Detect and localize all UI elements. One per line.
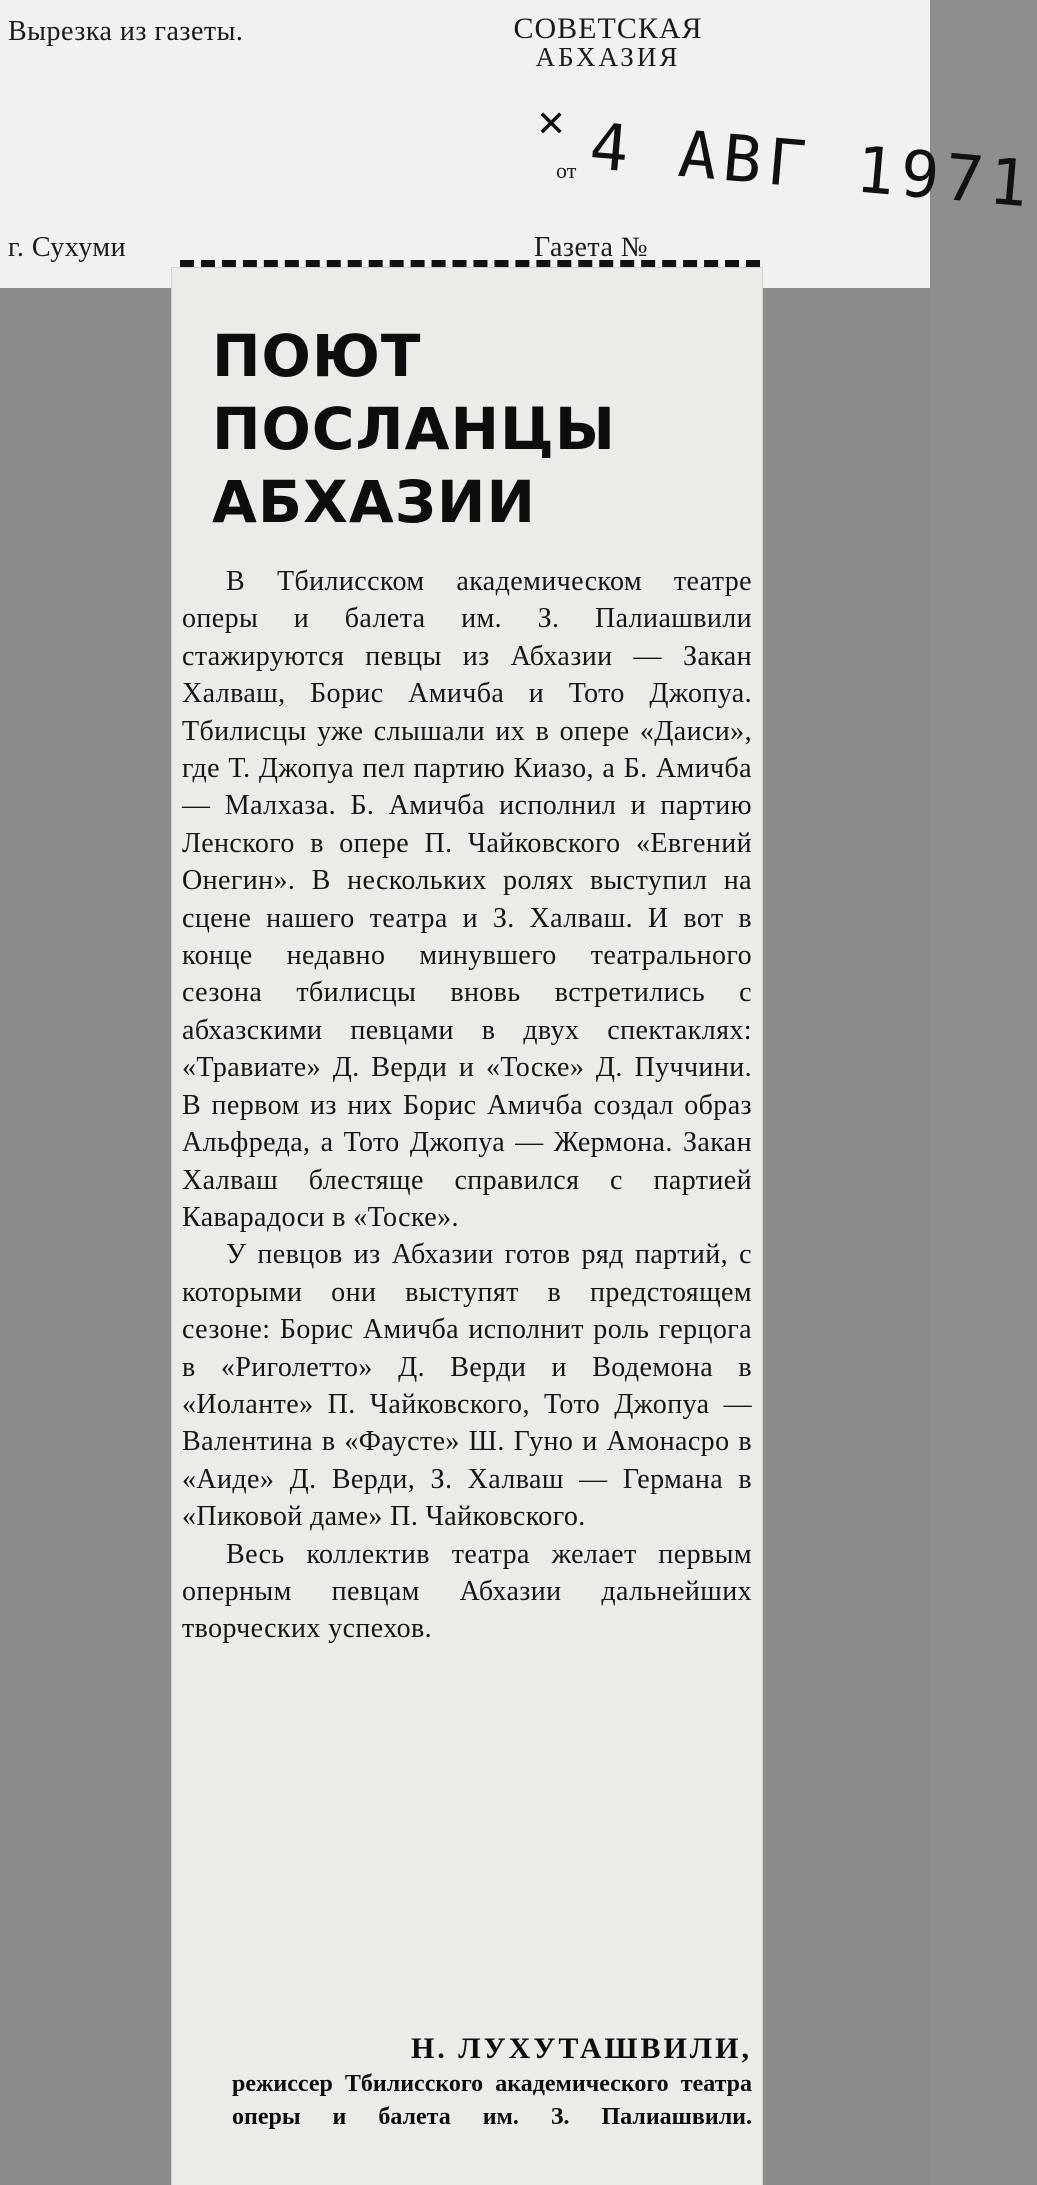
article-paragraph: У певцов из Абхазии готов ряд партий, с которыми они выступят в предстоящем сезоне: Борис Амичба исполнит роль герцога в «Риголетто» Д. Верди и Водемона в «Иоланте» П. Чайковского, Тото Джопуа — Валентина в «Фаусте» Ш. Гуно и Амонасро в «Аиде» Д. Верди, З. Халваш — Германа в «Пиковой даме» П. Чайковского. <box>182 1239 752 1533</box>
headline-line: ПОЮТ <box>212 322 422 390</box>
article-headline <box>212 320 616 539</box>
article-paragraph: Весь коллектив театра желает первым оперным певцам Абхазии дальнейших творческих успехов. <box>182 1538 752 1645</box>
issue-label: Газета № <box>534 232 649 263</box>
newspaper-name <box>488 14 728 71</box>
article-body <box>182 563 752 1648</box>
article-signature <box>182 2030 752 2134</box>
newspaper-name-line1: СОВЕТСКАЯ <box>513 12 703 45</box>
clipping-label: Вырезка из газеты. <box>8 16 244 47</box>
date-prefix: от <box>556 158 577 183</box>
headline-line: АБХАЗИИ <box>212 468 536 536</box>
article-paragraph: В Тбилисском академическом театре оперы и балета им. З. Палиашвили стажируются певцы из Абхазии — Закан Халваш, Борис Амичба и Тото Джопуа. Тбилисцы уже слышали их в опере «Даиси», где Т. Джопуа пел партию Киазо, а Б. Амичба — Малхаза. Б. Амичба исполнил и партию Ленского в опере П. Чайковского «Евгений Онегин». В нескольких ролях выступил на сцене нашего театра и З. Халваш. И вот в конце недавно минувшего театрального сезона тбилисцы вновь встретились с абхазскими певцами в двух спектаклях: «Травиате» Д. Верди и «Тоске» Д. Пуччини. В первом из них Борис Амичба создал образ Альфреда, а Тото Джопуа — Жермона. Закан Халваш блестяще справился с партией Каварадоси в «Тоске». <box>182 566 752 1233</box>
newspaper-name-line2: АБХАЗИЯ <box>535 42 681 72</box>
author-name: Н. ЛУХУТАШВИЛИ, <box>410 2032 752 2065</box>
headline-line: ПОСЛАНЦЫ <box>212 395 616 463</box>
clipping-form-header <box>0 0 1037 288</box>
author-role: режиссер Тбилисского академического театра оперы и балета им. З. Палиашвили. <box>232 2071 752 2130</box>
handwritten-cross-mark: ✕ <box>536 104 567 145</box>
newspaper-clipping <box>172 268 762 2185</box>
handwritten-date: 4 АВГ 1971 <box>586 110 1037 223</box>
form-dashed-line <box>180 260 760 267</box>
city-label: г. Сухуми <box>8 232 127 263</box>
